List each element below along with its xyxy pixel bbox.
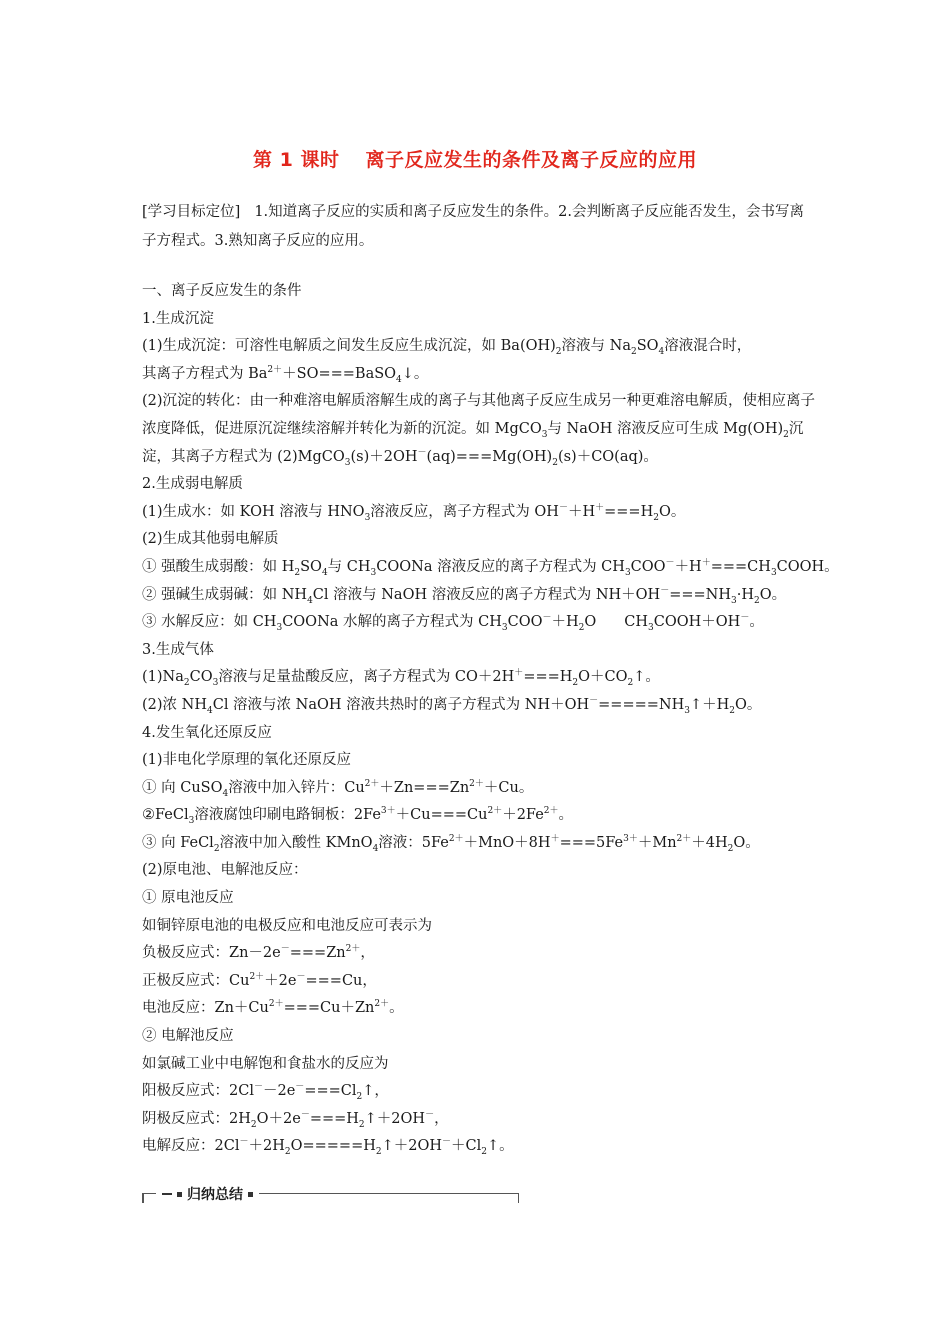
summary-heading xyxy=(156,1184,259,1204)
equation-line: 正极反应式：$Cu^{2+}+2e^-===Cu$， xyxy=(142,972,377,989)
equation-line: 阴极反应式：$2H_2O+2e^-===H_2↑+2OH^-$， xyxy=(142,1109,449,1130)
section-heading: 一、离子反应发生的条件 xyxy=(142,283,302,299)
subsection-heading: 1.生成沉淀 xyxy=(142,310,214,327)
learning-objectives xyxy=(142,198,812,256)
paragraph: (1)非电化学原理的氧化还原反应 xyxy=(142,752,352,769)
lesson-number: 第 1 课时 xyxy=(253,149,340,171)
paragraph: ③ 水解反应：如 $CH_3COONa$ 水解的离子方程式为 $CH_3COO^-+H_2O$ $CH_3COOH+OH^-$。 xyxy=(142,613,764,634)
paragraph: ① 原电池反应 xyxy=(142,890,234,907)
equation-line: 负极反应式：$Zn-2e^-===Zn^{2+}$， xyxy=(142,944,375,962)
paragraph: ① 强酸生成弱酸：如 $H_2SO_4$与 $CH_3COONa$ 溶液反应的离子方程式为 $CH_3COO^-+H^+===CH_3COOH$。 xyxy=(142,558,839,578)
paragraph: (1)生成沉淀：可溶性电解质之间发生反应生成沉淀，如 $Ba(OH)_2$溶液与 $Na_2SO_4$溶液混合时， xyxy=(142,338,752,358)
objectives-tag: [学习目标定位] xyxy=(142,204,241,220)
paragraph: 如氯碱工业中电解饱和食盐水的反应为 xyxy=(142,1055,389,1072)
page-title xyxy=(0,145,950,172)
paragraph: (2)生成其他弱电解质 xyxy=(142,531,279,548)
paragraph: (2)原电池、电解池反应： xyxy=(142,862,308,879)
equation-line: 电解反应：$2Cl^-+2H_2O=====H_2↑+2OH^-+Cl_2↑$。 xyxy=(142,1137,514,1158)
content-body xyxy=(142,278,839,1161)
paragraph: ② 电解池反应 xyxy=(142,1028,234,1045)
paragraph: (2)沉淀的转化：由一种难溶电解质溶解生成的离子与其他离子反应生成另一种更难溶电解质，使相应离子浓度降低，促进原沉淀继续溶解并转化为新的沉淀。如 MgCO$_3$与 NaOH 溶液反应可生成 $Mg(OH)_2$沉淀，其离子方程式为 $(2)MgCO_3(s)+2OH^-(aq)===Mg(OH)_2(s)+CO(aq)$。 xyxy=(142,393,816,468)
paragraph: ① 向 CuSO$_4$溶液中加入锌片：$Cu^{2+}+Zn===Zn^{2+}+Cu$。 xyxy=(142,778,534,799)
equation-line: 电池反应：$Zn+Cu^{2+}===Cu+Zn^{2+}$。 xyxy=(142,999,404,1017)
summary-box xyxy=(142,1184,519,1208)
paragraph: $(1)Na_2CO_3$溶液与足量盐酸反应，离子方程式为 $CO+2H^+===H_2O+CO_2↑$。 xyxy=(142,668,660,689)
paragraph: (2)浓 $NH_4Cl$ 溶液与浓 NaOH 溶液共热时的离子方程式为 $NH+OH^-=====NH_3↑+H_2O$。 xyxy=(142,696,762,716)
summary-divider-start xyxy=(142,1193,144,1203)
subsection-heading: 3.生成气体 xyxy=(142,641,214,658)
lesson-title: 离子反应发生的条件及离子反应的应用 xyxy=(365,149,697,171)
paragraph: ③ 向 FeCl$_2$溶液中加入酸性 KMnO$_4$溶液：$5Fe^{2+}+MnO+8H^+===5Fe^{3+}+Mn^{2+}+4H_2O$。 xyxy=(142,834,760,854)
equation-line: 阳极反应式：$2Cl^--2e^-===Cl_2↑$， xyxy=(142,1082,389,1103)
subsection-heading: 4.发生氧化还原反应 xyxy=(142,724,272,741)
dash-icon xyxy=(162,1193,172,1195)
summary-divider-end xyxy=(518,1193,520,1203)
objectives-text: 1.知道离子反应的实质和离子反应发生的条件。2.会判断离子反应能否发生，会书写离子方程式。3.熟知离子反应的应用。 xyxy=(142,204,804,249)
paragraph: (1)生成水：如 KOH 溶液与 $HNO_3$溶液反应，离子方程式为 $OH^-+H^+===H_2O$。 xyxy=(142,502,686,523)
subsection-heading: 2.生成弱电解质 xyxy=(142,476,243,493)
square-bullet-icon xyxy=(248,1192,253,1197)
summary-label: 归纳总结 xyxy=(187,1187,243,1203)
square-bullet-icon xyxy=(177,1192,182,1197)
paragraph: 其离子方程式为 $Ba^{2+}+SO===BaSO_4↓$。 xyxy=(142,364,429,385)
paragraph: ②FeCl$_3$溶液腐蚀印刷电路铜板：$2Fe^{3+}+Cu===Cu^{2+}+2Fe^{2+}$。 xyxy=(142,806,574,827)
paragraph: ② 强碱生成弱碱：如 $NH_4Cl$ 溶液与 NaOH 溶液反应的离子方程式为 $NH+OH^-===NH_3\cdot H_2O$。 xyxy=(142,585,787,606)
paragraph: 如铜锌原电池的电极反应和电池反应可表示为 xyxy=(142,917,432,934)
